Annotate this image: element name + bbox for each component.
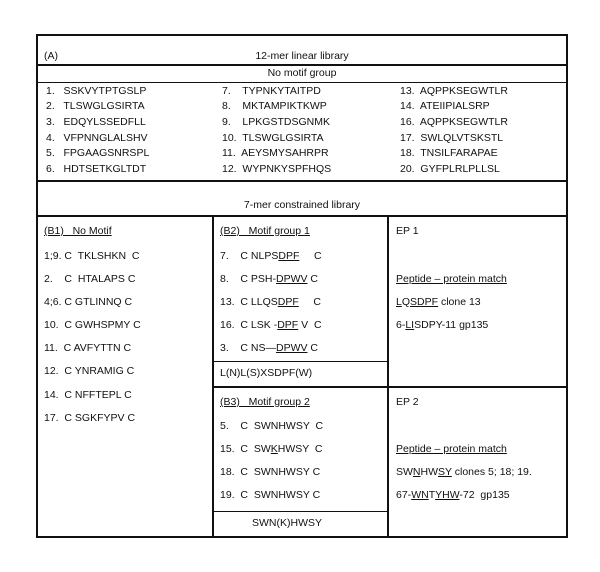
rule-b-title [36, 215, 568, 217]
ep2-match-line-1: SWNHWSY clones 5; 18; 19. [396, 466, 532, 478]
list-item: 4. VFPNNGLALSHV [46, 132, 148, 144]
list-item: 4;6. C GTLINNQ C [44, 296, 133, 308]
list-item: 8. MKTAMPIKTKWP [222, 100, 327, 112]
list-item: 16. AQPPKSEGWTLR [400, 116, 508, 128]
rule-b2-bottom [213, 386, 568, 388]
list-item: 2. TLSWGLGSIRTA [46, 100, 145, 112]
list-item: 5. C SWNHWSY C [220, 420, 324, 432]
list-item: 7. C NLPSDPF C [220, 250, 322, 262]
list-item: 1;9. C TKLSHKN C [44, 250, 140, 262]
list-item: 10. C GWHSPMY C [44, 319, 141, 331]
list-item: 3. EDQYLSSEDFLL [46, 116, 146, 128]
rule-a-bottom [36, 180, 568, 182]
ep2-label: EP 2 [396, 396, 419, 408]
list-item: 17. SWLQLVTSKSTL [400, 132, 504, 144]
section-a-title: 12-mer linear library [255, 50, 349, 62]
list-item: 11. AEYSMYSAHRPR [222, 147, 329, 159]
b3-motif: SWN(K)HWSY [252, 517, 322, 529]
rule-b1-divider [212, 216, 214, 538]
list-item: 18. TNSILFARAPAE [400, 147, 498, 159]
list-item: 14. ATEIIPIALSRP [400, 100, 490, 112]
ep2-match-heading: Peptide – protein match [396, 443, 507, 455]
list-item: 9. LPKGSTDSGNMK [222, 116, 330, 128]
rule-b2-motif [213, 361, 388, 362]
b1-heading: (B1) No Motif [44, 225, 112, 237]
b2-motif: L(N)L(S)XSDPF(W) [220, 367, 313, 379]
ep1-match-line-2: 6-LISDPY-11 gp135 [396, 319, 489, 331]
list-item: 16. C LSK -DPF V C [220, 319, 322, 331]
list-item: 3. C NS—DPWV C [220, 342, 319, 354]
list-item: 6. HDTSETKGLTDT [46, 163, 147, 175]
section-b-title: 7-mer constrained library [243, 199, 361, 211]
b2-heading: (B2) Motif group 1 [220, 225, 310, 237]
list-item: 2. C HTALAPS C [44, 273, 136, 285]
b3-heading: (B3) Motif group 2 [220, 396, 310, 408]
list-item: 11. C AVFYTTN C [44, 342, 132, 354]
list-item: 5. FPGAAGSNRSPL [46, 147, 150, 159]
section-a-subtitle: No motif group [267, 67, 337, 79]
section-a-label: (A) [44, 50, 58, 62]
ep2-match-line-2: 67-WNTYHW-72 gp135 [396, 489, 510, 501]
list-item: 12. WYPNKYSPFHQS [222, 163, 332, 175]
rule-a-subtitle [36, 82, 568, 83]
rule-b2-divider [387, 216, 389, 538]
ep1-match-heading: Peptide – protein match [396, 273, 507, 285]
list-item: 7. TYPNKYTAITPD [222, 85, 321, 97]
list-item: 8. C PSH-DPWV C [220, 273, 319, 285]
list-item: 20. GYFPLRLPLLSL [400, 163, 500, 175]
list-item: 1. SSKVYTPTGSLP [46, 85, 147, 97]
list-item: 17. C SGKFYPV C [44, 412, 136, 424]
rule-a-title [36, 64, 568, 66]
list-item: 18. C SWNHWSY C [220, 466, 321, 478]
list-item: 15. C SWKHWSY C [220, 443, 323, 455]
list-item: 14. C NFFTEPL C [44, 389, 132, 401]
list-item: 13. AQPPKSEGWTLR [400, 85, 508, 97]
list-item: 13. C LLQSDPF C [220, 296, 321, 308]
ep1-match-line-1: LQSDPF clone 13 [396, 296, 481, 308]
ep1-label: EP 1 [396, 225, 419, 237]
list-item: 10. TLSWGLGSIRTA [222, 132, 324, 144]
list-item: 12. C YNRAMIG C [44, 365, 135, 377]
rule-b3-motif [213, 511, 388, 512]
list-item: 19. C SWNHWSY C [220, 489, 321, 501]
